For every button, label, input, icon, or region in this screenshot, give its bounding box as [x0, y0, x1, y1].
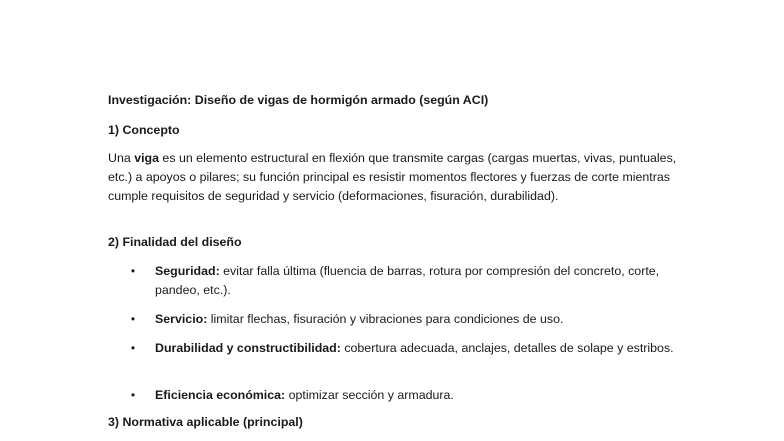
- paragraph-bold-term: viga: [134, 151, 159, 165]
- paragraph-text-start: Una: [108, 151, 135, 165]
- list-item-text: [155, 386, 695, 405]
- bullet-icon: •: [130, 341, 136, 355]
- section-heading-concepto: 1) Concepto: [108, 123, 180, 137]
- list-item-label: Eficiencia económica:: [155, 388, 286, 402]
- list-item-body: optimizar sección y armadura.: [285, 388, 454, 402]
- list-item-body: evitar falla última (fluencia de barras, rotura por compresión del concreto, corte, pandeo, etc.).: [155, 264, 660, 297]
- list-item-label: Seguridad:: [155, 264, 220, 278]
- section-heading-normativa: 3) Normativa aplicable (principal): [108, 415, 303, 429]
- concept-paragraph: [108, 149, 683, 206]
- list-item-label: Durabilidad y constructibilidad:: [155, 341, 341, 355]
- paragraph-text-rest: es un elemento estructural en flexión que transmite cargas (cargas muertas, vivas, puntuales, etc.) a apoyos o pilares; su función principal es resistir momentos flectores y fuerzas de corte mientras cumple requisitos de seguridad y servicio (deformaciones, fisuración, durabilidad).: [108, 151, 677, 203]
- bullet-icon: •: [130, 312, 136, 326]
- section-heading-finalidad: 2) Finalidad del diseño: [108, 235, 242, 249]
- bullet-icon: •: [130, 388, 136, 402]
- list-item-text: [155, 262, 695, 300]
- list-item-text: [155, 310, 695, 329]
- list-item-body: limitar flechas, fisuración y vibraciones para condiciones de uso.: [207, 312, 564, 326]
- list-item-body: cobertura adecuada, anclajes, detalles de solape y estribos.: [340, 341, 674, 355]
- list-item-text: [155, 339, 695, 358]
- bullet-icon: •: [130, 264, 136, 278]
- document-title: Investigación: Diseño de vigas de hormigón armado (según ACI): [108, 93, 489, 107]
- list-item-label: Servicio:: [155, 312, 208, 326]
